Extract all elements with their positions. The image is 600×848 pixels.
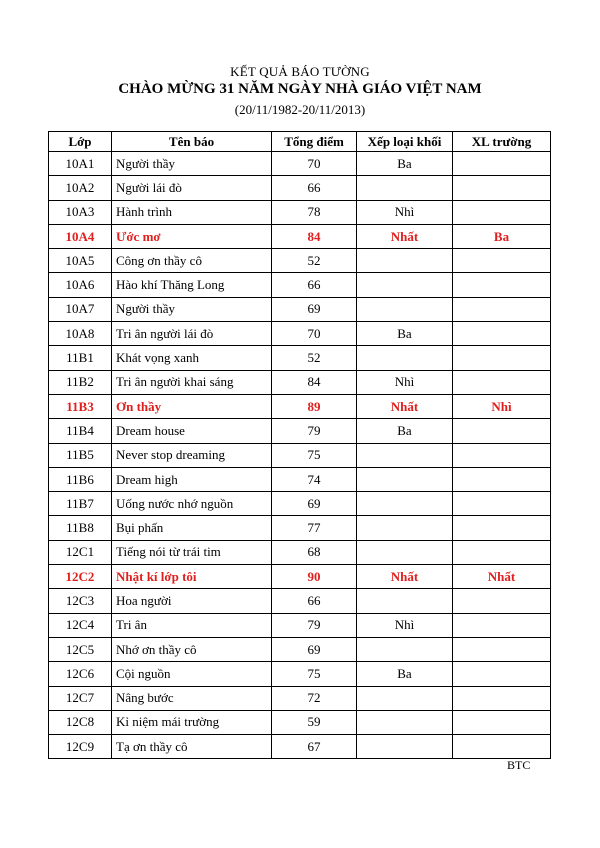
cell-school-rank	[453, 297, 551, 321]
cell-class: 12C4	[49, 613, 112, 637]
cell-grade-rank	[357, 735, 453, 759]
cell-class: 12C7	[49, 686, 112, 710]
cell-total-score: 68	[272, 540, 357, 564]
cell-total-score: 90	[272, 565, 357, 589]
cell-school-rank	[453, 443, 551, 467]
cell-newspaper-name: Người lái đò	[112, 176, 272, 200]
cell-newspaper-name: Bụi phấn	[112, 516, 272, 540]
cell-grade-rank	[357, 176, 453, 200]
cell-school-rank	[453, 200, 551, 224]
cell-grade-rank: Ba	[357, 152, 453, 176]
table-row	[49, 467, 551, 491]
table-row	[49, 492, 551, 516]
cell-class: 12C9	[49, 735, 112, 759]
cell-class: 12C2	[49, 565, 112, 589]
cell-class: 12C5	[49, 637, 112, 661]
cell-total-score: 66	[272, 589, 357, 613]
cell-school-rank	[453, 467, 551, 491]
cell-class: 11B7	[49, 492, 112, 516]
cell-school-rank: Nhất	[453, 565, 551, 589]
cell-grade-rank: Nhì	[357, 200, 453, 224]
table-row	[49, 686, 551, 710]
column-header-school-rank: XL trường	[453, 132, 551, 152]
cell-grade-rank: Nhất	[357, 224, 453, 248]
cell-class: 12C8	[49, 710, 112, 734]
cell-class: 12C1	[49, 540, 112, 564]
table-row	[49, 516, 551, 540]
cell-newspaper-name: Uống nước nhớ nguồn	[112, 492, 272, 516]
cell-class: 11B3	[49, 394, 112, 418]
table-row	[49, 662, 551, 686]
cell-school-rank	[453, 516, 551, 540]
cell-total-score: 74	[272, 467, 357, 491]
cell-total-score: 75	[272, 662, 357, 686]
cell-newspaper-name: Người thầy	[112, 152, 272, 176]
cell-total-score: 84	[272, 370, 357, 394]
cell-class: 11B8	[49, 516, 112, 540]
table-row	[49, 613, 551, 637]
cell-grade-rank	[357, 273, 453, 297]
cell-newspaper-name: Nhớ ơn thầy cô	[112, 637, 272, 661]
table-row	[49, 589, 551, 613]
cell-total-score: 75	[272, 443, 357, 467]
table-row	[49, 394, 551, 418]
cell-newspaper-name: Nhật kí lớp tôi	[112, 565, 272, 589]
cell-school-rank: Nhì	[453, 394, 551, 418]
cell-total-score: 79	[272, 613, 357, 637]
column-header-class: Lớp	[49, 132, 112, 152]
cell-grade-rank	[357, 637, 453, 661]
table-row	[49, 224, 551, 248]
cell-newspaper-name: Khát vọng xanh	[112, 346, 272, 370]
table-row	[49, 370, 551, 394]
cell-total-score: 70	[272, 152, 357, 176]
table-row	[49, 710, 551, 734]
table-row	[49, 565, 551, 589]
cell-school-rank	[453, 419, 551, 443]
cell-grade-rank	[357, 540, 453, 564]
table-row	[49, 443, 551, 467]
cell-grade-rank: Ba	[357, 662, 453, 686]
table-row	[49, 735, 551, 759]
cell-total-score: 66	[272, 273, 357, 297]
cell-newspaper-name: Tri ân người khai sáng	[112, 370, 272, 394]
cell-grade-rank	[357, 710, 453, 734]
cell-school-rank	[453, 152, 551, 176]
cell-school-rank	[453, 710, 551, 734]
cell-total-score: 79	[272, 419, 357, 443]
cell-newspaper-name: Nâng bước	[112, 686, 272, 710]
cell-grade-rank	[357, 589, 453, 613]
table-body	[49, 152, 551, 759]
cell-class: 12C3	[49, 589, 112, 613]
cell-total-score: 72	[272, 686, 357, 710]
cell-school-rank	[453, 492, 551, 516]
cell-newspaper-name: Hào khí Thăng Long	[112, 273, 272, 297]
cell-newspaper-name: Ơn thầy	[112, 394, 272, 418]
document-date-range: (20/11/1982-20/11/2013)	[234, 102, 366, 117]
table-row	[49, 346, 551, 370]
cell-total-score: 69	[272, 492, 357, 516]
cell-total-score: 77	[272, 516, 357, 540]
table-row	[49, 297, 551, 321]
cell-class: 10A6	[49, 273, 112, 297]
cell-newspaper-name: Tri ân người lái đò	[112, 322, 272, 346]
document-heading: KẾT QUẢ BÁO TƯỜNG	[230, 64, 370, 79]
cell-grade-rank	[357, 346, 453, 370]
cell-class: 10A4	[49, 224, 112, 248]
cell-school-rank	[453, 176, 551, 200]
column-header-total-score: Tổng điểm	[272, 132, 357, 152]
cell-newspaper-name: Cội nguồn	[112, 662, 272, 686]
cell-total-score: 89	[272, 394, 357, 418]
cell-class: 10A7	[49, 297, 112, 321]
cell-newspaper-name: Tiếng nói từ trái tim	[112, 540, 272, 564]
cell-school-rank	[453, 637, 551, 661]
cell-grade-rank	[357, 297, 453, 321]
table-row	[49, 540, 551, 564]
table-header-row	[49, 132, 551, 152]
cell-newspaper-name: Tri ân	[112, 613, 272, 637]
cell-school-rank	[453, 346, 551, 370]
table-row	[49, 249, 551, 273]
cell-school-rank	[453, 735, 551, 759]
table-row	[49, 273, 551, 297]
cell-grade-rank: Nhất	[357, 565, 453, 589]
table-row	[49, 200, 551, 224]
cell-grade-rank	[357, 516, 453, 540]
cell-class: 10A5	[49, 249, 112, 273]
cell-newspaper-name: Ước mơ	[112, 224, 272, 248]
cell-class: 11B2	[49, 370, 112, 394]
table-row	[49, 419, 551, 443]
cell-newspaper-name: Kỉ niệm mái trường	[112, 710, 272, 734]
cell-newspaper-name: Hoa người	[112, 589, 272, 613]
cell-newspaper-name: Tạ ơn thầy cô	[112, 735, 272, 759]
cell-newspaper-name: Công ơn thầy cô	[112, 249, 272, 273]
results-table	[48, 131, 551, 759]
column-header-newspaper-name: Tên báo	[112, 132, 272, 152]
cell-newspaper-name: Never stop dreaming	[112, 443, 272, 467]
cell-grade-rank	[357, 686, 453, 710]
cell-class: 11B6	[49, 467, 112, 491]
cell-school-rank	[453, 589, 551, 613]
cell-class: 10A8	[49, 322, 112, 346]
cell-school-rank	[453, 249, 551, 273]
cell-school-rank: Ba	[453, 224, 551, 248]
cell-grade-rank: Nhì	[357, 370, 453, 394]
cell-school-rank	[453, 662, 551, 686]
cell-newspaper-name: Người thầy	[112, 297, 272, 321]
cell-school-rank	[453, 540, 551, 564]
organizer-signature: BTC	[507, 758, 531, 772]
table-row	[49, 152, 551, 176]
cell-class: 11B4	[49, 419, 112, 443]
cell-grade-rank: Ba	[357, 322, 453, 346]
cell-school-rank	[453, 273, 551, 297]
cell-total-score: 70	[272, 322, 357, 346]
cell-grade-rank	[357, 467, 453, 491]
cell-grade-rank: Nhất	[357, 394, 453, 418]
table-row	[49, 322, 551, 346]
cell-grade-rank	[357, 492, 453, 516]
cell-newspaper-name: Dream house	[112, 419, 272, 443]
cell-grade-rank: Ba	[357, 419, 453, 443]
cell-school-rank	[453, 322, 551, 346]
cell-total-score: 69	[272, 297, 357, 321]
table-row	[49, 637, 551, 661]
cell-class: 12C6	[49, 662, 112, 686]
cell-total-score: 52	[272, 346, 357, 370]
cell-total-score: 84	[272, 224, 357, 248]
cell-total-score: 67	[272, 735, 357, 759]
column-header-grade-rank: Xếp loại khối	[357, 132, 453, 152]
table-row	[49, 176, 551, 200]
cell-total-score: 78	[272, 200, 357, 224]
cell-newspaper-name: Hành trình	[112, 200, 272, 224]
cell-total-score: 59	[272, 710, 357, 734]
cell-class: 10A1	[49, 152, 112, 176]
cell-total-score: 69	[272, 637, 357, 661]
cell-school-rank	[453, 613, 551, 637]
cell-school-rank	[453, 686, 551, 710]
cell-class: 10A3	[49, 200, 112, 224]
cell-total-score: 52	[272, 249, 357, 273]
cell-grade-rank: Nhì	[357, 613, 453, 637]
cell-grade-rank	[357, 249, 453, 273]
cell-newspaper-name: Dream high	[112, 467, 272, 491]
document-title: CHÀO MỪNG 31 NĂM NGÀY NHÀ GIÁO VIỆT NAM	[118, 81, 482, 97]
cell-total-score: 66	[272, 176, 357, 200]
cell-class: 11B1	[49, 346, 112, 370]
cell-class: 10A2	[49, 176, 112, 200]
cell-grade-rank	[357, 443, 453, 467]
cell-class: 11B5	[49, 443, 112, 467]
cell-school-rank	[453, 370, 551, 394]
